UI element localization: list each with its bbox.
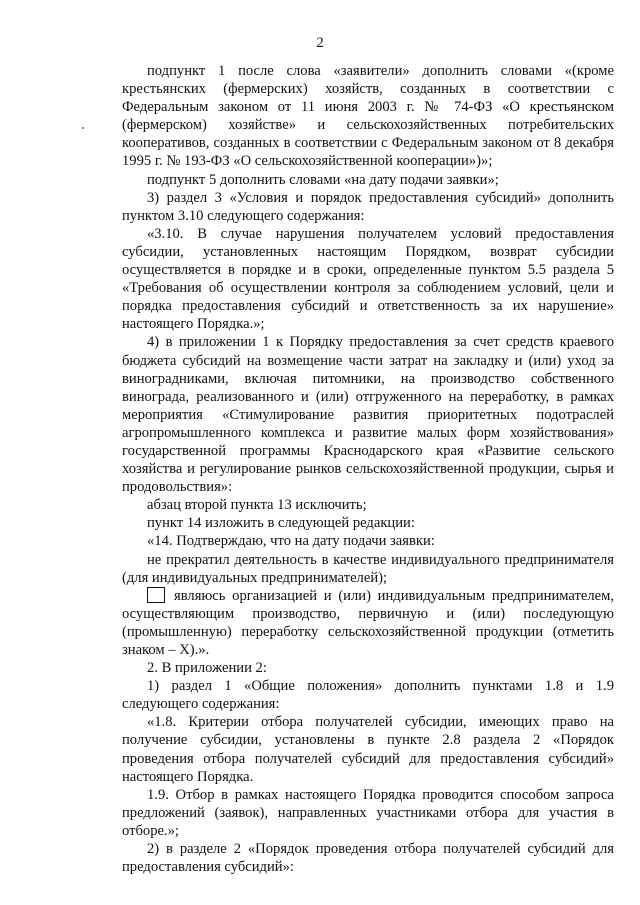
paragraph-13: «1.8. Критерии отбора получателей субсидии, имеющих право на получение субсидии, установлены в пункте 2.8 раздела 2 «Порядок проведения отбора получателей субсидий для предоставления субсидий» настоящего Порядка. xyxy=(122,714,614,785)
paragraph-3: 3) раздел 3 «Условия и порядок предоставления субсидий» дополнить пунктом 3.10 следующего содержания: xyxy=(122,189,614,224)
paragraph-4: «3.10. В случае нарушения получателем условий предоставления субсидии, установленных настоящим Порядком, возврат субсидии осуществляется в порядке и в сроки, определенные пунктом 5.5 раздела 5 «Требования об осуществлении контроля за соблюдением условий, цели и порядка предоставления субсидий и ответственность за их нарушение» настоящего Порядка.»; xyxy=(122,225,614,333)
checkbox-label: являюсь организацией и (или) индивидуальным предпринимателем, осуществляющим производство, первичную и (или) последующую (промышленную) переработку сельскохозяйственной продукции (отметить знаком – Х).». xyxy=(122,587,614,658)
document-body xyxy=(122,62,614,876)
page-number: 2 xyxy=(316,35,324,51)
paragraph-15: 2) в разделе 2 «Порядок проведения отбора получателей субсидий для предоставления субсидий»: xyxy=(122,841,614,876)
margin-dot xyxy=(82,127,84,129)
checkbox-box xyxy=(147,587,165,603)
paragraph-8: «14. Подтверждаю, что на дату подачи заявки: xyxy=(147,533,435,550)
paragraph-11: 2. В приложении 2: xyxy=(147,660,267,677)
paragraph-1: подпункт 1 после слова «заявители» дополнить словами «(кроме крестьянских (фермерских) хозяйств, созданных в соответствии с Федеральным законом от 11 июня 2003 г. № 74-ФЗ «О крестьянском (фермерском) хозяйстве» и сельскохозяйственных потребительских кооперативов, созданных в соответствии с Федеральным законом от 8 декабря 1995 г. № 193-ФЗ «О сельскохозяйственной кооперации»)»; xyxy=(122,63,614,170)
paragraph-2: подпункт 5 дополнить словами «на дату подачи заявки»; xyxy=(147,171,499,188)
paragraph-5: 4) в приложении 1 к Порядку предоставления за счет средств краевого бюджета субсидий на возмещение части затрат на закладку и (или) уход за виноградниками, включая питомники, на производство собственного винограда, реализованного и (или) отгруженного на переработку, в рамках мероприятия «Стимулирование развития приоритетных подотраслей агропромышленного комплекса и развитие малых форм хозяйствования» государственной программы Краснодарского края «Развитие сельского хозяйства и регулирование рынков сельскохозяйственной продукции, сырья и продовольствия»: xyxy=(122,334,614,496)
paragraph-10 xyxy=(122,587,614,659)
paragraph-12: 1) раздел 1 «Общие положения» дополнить пунктами 1.8 и 1.9 следующего содержания: xyxy=(122,678,614,713)
paragraph-6: абзац второй пункта 13 исключить; xyxy=(147,497,367,514)
paragraph-9: не прекратил деятельность в качестве индивидуального предпринимателя (для индивидуальных предпринимателей); xyxy=(122,551,614,586)
paragraph-14: 1.9. Отбор в рамках настоящего Порядка проводится способом запроса предложений (заявок), направленных участниками отбора для участия в отборе.»; xyxy=(122,786,614,839)
paragraph-7: пункт 14 изложить в следующей редакции: xyxy=(147,515,415,532)
